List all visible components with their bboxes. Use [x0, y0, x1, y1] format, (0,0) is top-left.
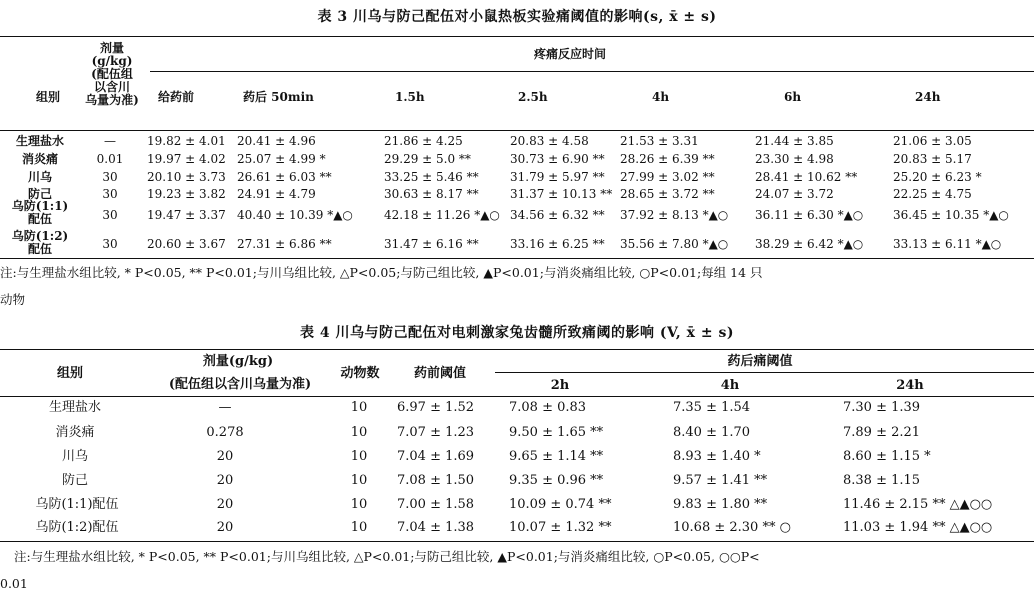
table4-row-animals: 10 [350, 449, 368, 464]
table3-row-group: 乌防(1:2) [11, 229, 69, 243]
table4-cell: 10.07 ± 1.32 ** [509, 520, 612, 535]
table4-row-group: 生理盐水 [48, 400, 101, 415]
table4-time-4h: 4h [720, 378, 740, 393]
table4-row-dose: 20 [216, 473, 234, 488]
table3-top-rule [0, 36, 1034, 37]
table3-cell: 21.86 ± 4.25 [384, 134, 463, 148]
table4-cell: 9.57 ± 1.41 ** [673, 473, 768, 488]
table4-cell: 8.93 ± 1.40 * [673, 449, 761, 464]
table3-header-dose-3: (配伍组 [91, 67, 133, 81]
table3-cell: 34.56 ± 6.32 ** [510, 208, 605, 222]
table4-note-cont: 0.01 [0, 576, 28, 591]
table3-cell: 33.25 ± 5.46 ** [384, 170, 479, 184]
table3-row-group: 川乌 [27, 170, 52, 184]
table3-cell: 19.47 ± 3.37 [147, 208, 226, 222]
table4-cell: 6.97 ± 1.52 [397, 400, 475, 415]
table4-row-group: 乌防(1:1)配伍 [35, 497, 119, 512]
table3-cell: 19.82 ± 4.01 [147, 134, 226, 148]
table3-row-dose: 0.01 [96, 152, 124, 166]
table4-cell: 7.08 ± 0.83 [509, 400, 587, 415]
table4-title: 表 4 川乌与防己配伍对电刺激家兔齿髓所致痛阈的影响 (V, x̄ ± s) [300, 325, 734, 341]
table3-cell: 42.18 ± 11.26 *▲○ [384, 208, 500, 222]
table4-row-group: 川乌 [61, 449, 88, 464]
table3-header-subrule [150, 71, 1034, 72]
table4-cell: 8.38 ± 1.15 [843, 473, 921, 488]
table3-cell: 33.13 ± 6.11 *▲○ [893, 237, 1002, 251]
table3-cell: 31.47 ± 6.16 ** [384, 237, 479, 251]
table3-cell: 24.07 ± 3.72 [755, 187, 834, 201]
table4-cell: 10.09 ± 0.74 ** [509, 497, 612, 512]
table4-row-group: 乌防(1:2)配伍 [35, 520, 119, 535]
table3-row-group: 乌防(1:1) [11, 199, 69, 213]
table3-row-dose: 30 [102, 237, 118, 251]
table3-header-dose-2: (g/kg) [91, 54, 133, 68]
table4-header-dose-1: 剂量(g/kg) [202, 354, 274, 369]
table3-cell: 20.83 ± 5.17 [893, 152, 972, 166]
table3-cell: 35.56 ± 7.80 *▲○ [620, 237, 729, 251]
table4-note: 注:与生理盐水组比较, * P<0.05, ** P<0.01;与川乌组比较, △P<0.01;与防己组比较, ▲P<0.01;与消炎痛组比较, ○P<0.05, ○○P< [14, 549, 760, 564]
table3-row-group: 配伍 [27, 212, 52, 226]
table4-header-animals: 动物数 [340, 366, 380, 381]
table3-cell: 25.20 ± 6.23 * [893, 170, 982, 184]
table4-header-dose-2: (配伍组以含川乌量为准) [168, 377, 312, 392]
table3-cell: 30.73 ± 6.90 ** [510, 152, 605, 166]
table4-header-subrule [495, 372, 1034, 373]
table3-cell: 36.11 ± 6.30 *▲○ [755, 208, 864, 222]
table3-bottom-rule [0, 258, 1034, 259]
table4-row-group: 防己 [61, 473, 88, 488]
table4-row-dose: 0.278 [206, 425, 244, 440]
table3-cell: 21.44 ± 3.85 [755, 134, 834, 148]
table4-cell: 9.65 ± 1.14 ** [509, 449, 604, 464]
table3-row-dose: 30 [102, 208, 118, 222]
table4-row-animals: 10 [350, 425, 368, 440]
table3-time-5: 6h [784, 90, 802, 104]
table3-cell: 28.65 ± 3.72 ** [620, 187, 715, 201]
table4-cell: 7.35 ± 1.54 [673, 400, 751, 415]
table3-cell: 27.99 ± 3.02 ** [620, 170, 715, 184]
table4-cell: 11.46 ± 2.15 ** △▲○○ [843, 497, 993, 512]
table3-row-group: 消炎痛 [21, 152, 58, 166]
table3-cell: 31.79 ± 5.97 ** [510, 170, 605, 184]
table3-cell: 38.29 ± 6.42 *▲○ [755, 237, 864, 251]
table3-time-4: 4h [652, 90, 670, 104]
table3-cell: 23.30 ± 4.98 [755, 152, 834, 166]
table4-cell: 7.00 ± 1.58 [397, 497, 475, 512]
table3-row-group: 配伍 [27, 242, 52, 256]
table3-cell: 27.31 ± 6.86 ** [237, 237, 332, 251]
table4-row-dose: 20 [216, 497, 234, 512]
table4-cell: 7.04 ± 1.38 [397, 520, 475, 535]
table4-row-animals: 10 [350, 497, 368, 512]
table3-cell: 31.37 ± 10.13 ** [510, 187, 613, 201]
table3-time-2: 1.5h [395, 90, 425, 104]
table3-row-dose: — [104, 134, 116, 148]
table4-cell: 7.07 ± 1.23 [397, 425, 475, 440]
table3-row-group: 防己 [27, 187, 52, 201]
table3-time-1: 药后 50min [243, 90, 314, 104]
table3-cell: 24.91 ± 4.79 [237, 187, 316, 201]
table3-cell: 19.97 ± 4.02 [147, 152, 226, 166]
table4-row-dose: 20 [216, 520, 234, 535]
table3-cell: 26.61 ± 6.03 ** [237, 170, 332, 184]
table4-row-animals: 10 [350, 520, 368, 535]
table3-row-group: 生理盐水 [15, 134, 64, 148]
table4-header-group: 组别 [56, 366, 83, 381]
table3-header-dose-1: 剂量 [99, 41, 124, 55]
table3-time-0: 给药前 [158, 90, 195, 104]
table3-note: 注:与生理盐水组比较, * P<0.05, ** P<0.01;与川乌组比较, △P<0.05;与防己组比较, ▲P<0.01;与消炎痛组比较, ○P<0.01;每组 14 只 [0, 265, 763, 280]
table4-cell: 8.60 ± 1.15 * [843, 449, 931, 464]
table4-cell: 9.83 ± 1.80 ** [673, 497, 768, 512]
table3-cell: 20.41 ± 4.96 [237, 134, 316, 148]
table4-time-24h: 24h [896, 378, 924, 393]
table4-row-dose: — [218, 400, 232, 415]
table4-cell: 7.89 ± 2.21 [843, 425, 921, 440]
table4-cell: 9.35 ± 0.96 ** [509, 473, 604, 488]
table3-header-dose-4: 以含川 [93, 80, 130, 94]
table4-cell: 11.03 ± 1.94 ** △▲○○ [843, 520, 993, 535]
table4-time-2h: 2h [550, 378, 570, 393]
table3-cell: 29.29 ± 5.0 ** [384, 152, 471, 166]
table3-header-group: 组别 [35, 90, 60, 104]
table3-time-3: 2.5h [518, 90, 548, 104]
table3-header-bottom-rule [0, 130, 1034, 131]
table3-cell: 20.10 ± 3.73 [147, 170, 226, 184]
table3-cell: 20.83 ± 4.58 [510, 134, 589, 148]
table4-cell: 7.30 ± 1.39 [843, 400, 921, 415]
table4-cell: 10.68 ± 2.30 ** ○ [673, 520, 791, 535]
table3-row-dose: 30 [102, 170, 118, 184]
table3-title: 表 3 川乌与防己配伍对小鼠热板实验痛阈值的影响(s, x̄ ± s) [317, 9, 717, 25]
table4-cell: 7.04 ± 1.69 [397, 449, 475, 464]
table4-row-dose: 20 [216, 449, 234, 464]
table3-note-cont: 动物 [0, 292, 26, 307]
table3-header-pain-time: 疼痛反应时间 [533, 47, 606, 61]
table3-cell: 19.23 ± 3.82 [147, 187, 226, 201]
table4-header-pre: 药前阈值 [413, 366, 466, 381]
table4-row-group: 消炎痛 [55, 425, 95, 440]
table3-cell: 28.26 ± 6.39 ** [620, 152, 715, 166]
table3-cell: 22.25 ± 4.75 [893, 187, 972, 201]
table4-cell: 9.50 ± 1.65 ** [509, 425, 604, 440]
table4-row-animals: 10 [350, 473, 368, 488]
table4-cell: 7.08 ± 1.50 [397, 473, 475, 488]
table4-header-bottom-rule [0, 396, 1034, 397]
table3-cell: 21.06 ± 3.05 [893, 134, 972, 148]
table3-time-6: 24h [915, 90, 941, 104]
table4-header-post: 药后痛阈值 [727, 354, 793, 369]
table3-header-dose-5: 乌量为准) [85, 93, 139, 107]
table3-cell: 28.41 ± 10.62 ** [755, 170, 858, 184]
table3-cell: 30.63 ± 8.17 ** [384, 187, 479, 201]
table4-top-rule [0, 349, 1034, 350]
table4-bottom-rule [0, 541, 1034, 542]
table3-cell: 37.92 ± 8.13 *▲○ [620, 208, 729, 222]
table3-cell: 40.40 ± 10.39 *▲○ [237, 208, 353, 222]
table3-cell: 21.53 ± 3.31 [620, 134, 699, 148]
table3-row-dose: 30 [102, 187, 118, 201]
table3-cell: 36.45 ± 10.35 *▲○ [893, 208, 1009, 222]
table4-row-animals: 10 [350, 400, 368, 415]
table4-cell: 8.40 ± 1.70 [673, 425, 751, 440]
table3-cell: 20.60 ± 3.67 [147, 237, 226, 251]
table3-cell: 33.16 ± 6.25 ** [510, 237, 605, 251]
table3-cell: 25.07 ± 4.99 * [237, 152, 326, 166]
